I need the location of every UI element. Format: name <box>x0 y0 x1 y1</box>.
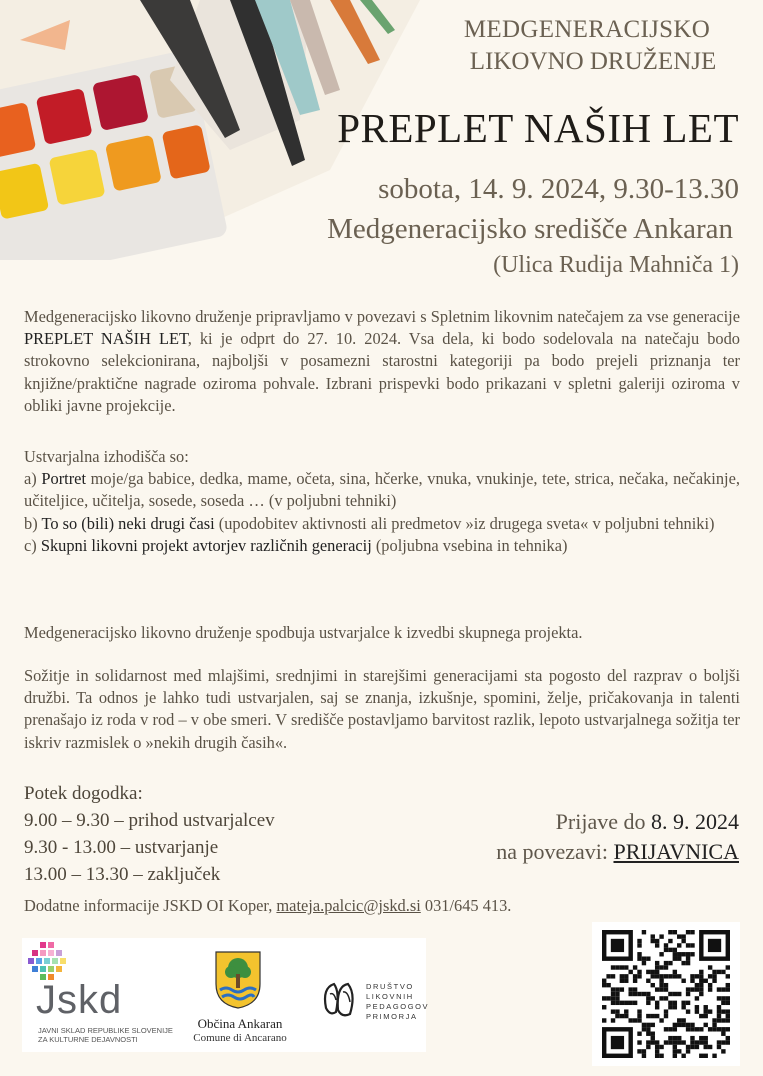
event-venue: Medgeneracijsko središče Ankaran <box>327 213 733 245</box>
intro-text-c: , ki je odprt do 27. 10. 2024. Vsa dela, ki bodo sodelovala na natečaju bodo strokovno selekcionirana, najboljši v posamezni starostni kategoriji pa bodo prejeli priznanja ter knjižne/praktične nagrade oziroma pohvale. Izbrani prispevki bodo prikazani v spletni galeriji oziroma v obliki javne projekcije. <box>24 329 740 415</box>
qr-code-icon[interactable] <box>602 930 730 1058</box>
link-label: na povezavi: <box>496 839 614 864</box>
program <box>24 780 275 888</box>
item-rest: (upodobitev aktivnosti ali predmetov »iz drugega sveta« v poljubni tehniki) <box>214 513 715 533</box>
jskd-logo-text: Jskd <box>36 978 123 1022</box>
logos-panel <box>22 938 430 1052</box>
obcina-name: Občina Ankaran <box>197 1016 283 1031</box>
comune-name: Comune di Ancarano <box>193 1032 287 1044</box>
contact-text: Dodatne informacije JSKD OI Koper, <box>24 896 277 915</box>
item-prefix: b) <box>24 513 42 533</box>
starting-points <box>24 446 740 557</box>
dlpp-line: PEDAGOGOV <box>366 1002 430 1011</box>
item-prefix: c) <box>24 535 41 555</box>
contact-phone: 031/645 413. <box>420 896 512 915</box>
jskd-sub-line: ZA KULTURNE DEJAVNOSTI <box>38 1035 138 1044</box>
item-prefix: a) <box>24 469 42 489</box>
program-item: 9.30 - 13.00 – ustvarjanje <box>24 837 219 858</box>
contact-email-link[interactable]: mateja.palcic@jskd.si <box>276 896 421 915</box>
starting-points-heading: Ustvarjalna izhodišča so: <box>24 447 189 466</box>
dlpp-line: DRUŠTVO <box>366 982 414 991</box>
dlpp-line: PRIMORJA <box>366 1012 418 1021</box>
item-rest: (poljubna vsebina in tehnika) <box>371 535 568 555</box>
registration-link[interactable]: PRIJAVNICA <box>613 839 739 864</box>
item-key: Skupni likovni projekt avtorjev različnih generacij <box>40 535 372 555</box>
event-date: sobota, 14. 9. 2024, 9.30-13.30 <box>378 173 739 205</box>
contact-info <box>24 896 511 916</box>
contest-name: PREPLET NAŠIH LET <box>24 329 188 349</box>
subtitle-line-1: MEDGENERACIJSKO <box>463 16 711 43</box>
program-item: 9.00 – 9.30 – prihod ustvarjalcev <box>24 810 275 831</box>
dlpp-line: LIKOVNIH <box>366 992 414 1001</box>
dlpp-text <box>366 982 429 1022</box>
intro-paragraph <box>24 306 740 417</box>
subtitle-line-2: LIKOVNO DRUŽENJE <box>469 48 717 75</box>
deadline-label: Prijave do <box>555 809 651 834</box>
page-title: PREPLET NAŠIH LET <box>337 105 739 151</box>
qr-code-panel <box>592 922 740 1066</box>
paragraph-solidarity: Sožitje in solidarnost med mlajšimi, srednjimi in starejšimi generacijami sta pogosto del razprav o boljši družbi. Ta odnos je lahko tudi ustvarjalen, saj se znanja, izkušnje, spomini, želje, pričakovanja in talenti prenašajo iz roda v rod – v obe smeri. V središče postavljamo barvitost razlik, lepoto ustvarjalnega sožitja ter iskriv razmislek o »nekih drugih časih«. <box>24 666 740 752</box>
deadline-date: 8. 9. 2024 <box>651 809 739 834</box>
item-key: To so (bili) neki drugi časi <box>41 513 215 533</box>
program-item: 13.00 – 13.30 – zaključek <box>24 864 221 885</box>
program-heading: Potek dogodka: <box>24 783 143 804</box>
registration-deadline <box>496 807 739 837</box>
registration-link-row <box>496 837 739 867</box>
jskd-subtitle <box>38 1026 173 1044</box>
starting-point-item <box>24 535 740 557</box>
starting-point-item <box>24 513 740 535</box>
dlpp-logo-icon <box>318 978 362 1022</box>
starting-point-item <box>24 468 740 512</box>
intro-text-a: Medgeneracijsko likovno druženje pripravljamo v povezavi s Spletnim likovnim natečajem za vse generacije <box>24 307 740 326</box>
event-address: (Ulica Rudija Mahniča 1) <box>493 252 739 278</box>
jskd-sub-line: JAVNI SKLAD REPUBLIKE SLOVENIJE <box>38 1026 173 1035</box>
item-key: Portret <box>41 469 87 489</box>
item-rest: moje/ga babice, dedka, mame, očeta, sina, hčerke, vnuka, vnukinje, tete, strica, nečaka, nečakinje, učiteljice, učitelja, sosede, soseda … (v poljubni tehniki) <box>24 469 740 511</box>
ankaran-coat-of-arms-icon <box>214 950 262 1010</box>
registration <box>496 807 739 867</box>
paragraph-project: Medgeneracijsko likovno druženje spodbuja ustvarjalce k izvedbi skupnega projekta. <box>24 623 583 642</box>
